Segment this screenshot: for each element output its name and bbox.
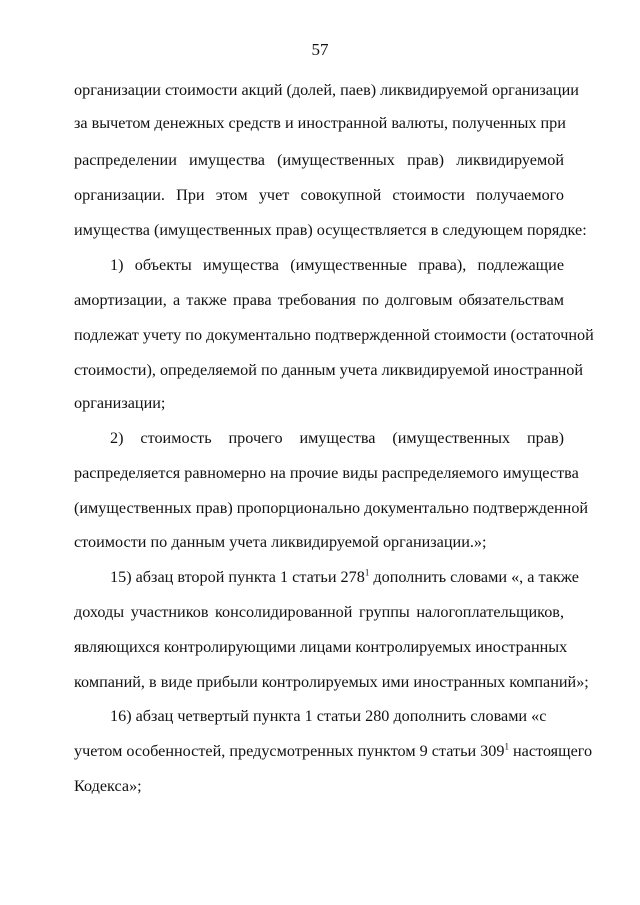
text-line: компаний, в виде прибыли контролируемых ими иностранных компаний»; (74, 673, 589, 691)
text-line-with-superscript (74, 741, 593, 761)
text-fragment: 15) абзац второй пункта 1 статьи 278 (110, 568, 365, 586)
text-line: доходы участников консолидированной группы налогоплательщиков, (74, 603, 564, 621)
text-fragment: учетом особенностей, предусмотренных пунктом 9 статьи 309 (74, 742, 505, 760)
text-line: 2) стоимость прочего имущества (имущественных прав) (110, 429, 564, 447)
text-line: организации. При этом учет совокупной стоимости получаемого (74, 186, 564, 204)
superscript: 1 (504, 741, 509, 752)
text-line: распределении имущества (имущественных прав) ликвидируемой (74, 151, 564, 169)
page-number: 57 (311, 40, 329, 59)
text-line: за вычетом денежных средств и иностранной валюты, полученных при (74, 114, 566, 132)
text-line: 16) абзац четвертый пункта 1 статьи 280 дополнить словами «с (110, 707, 547, 725)
text-line: Кодекса»; (74, 777, 142, 795)
text-line: стоимости по данным учета ликвидируемой организации.»; (74, 533, 487, 551)
text-line: распределяется равномерно на прочие виды распределяемого имущества (74, 464, 579, 482)
text-fragment: настоящего (508, 742, 593, 760)
text-line: стоимости), определяемой по данным учета ликвидируемой иностранной (74, 361, 584, 379)
text-line: (имущественных прав) пропорционально документально подтвержденной (74, 499, 589, 517)
text-line: имущества (имущественных прав) осуществляется в следующем порядке: (74, 221, 587, 239)
text-line-with-superscript (110, 567, 579, 587)
text-line: 1) объекты имущества (имущественные права), подлежащие (110, 256, 564, 274)
text-line: организации; (74, 394, 166, 412)
text-line: амортизации, а также права требования по долговым обязательствам (74, 291, 564, 309)
superscript: 1 (364, 567, 370, 578)
text-line: подлежат учету по документально подтвержденной стоимости (остаточной (74, 326, 594, 344)
text-line: организации стоимости акций (долей, паев) ликвидируемой организации (74, 81, 579, 99)
text-line: являющихся контролирующими лицами контролируемых иностранных (74, 638, 568, 656)
text-fragment: дополнить словами «, а также (369, 568, 579, 586)
